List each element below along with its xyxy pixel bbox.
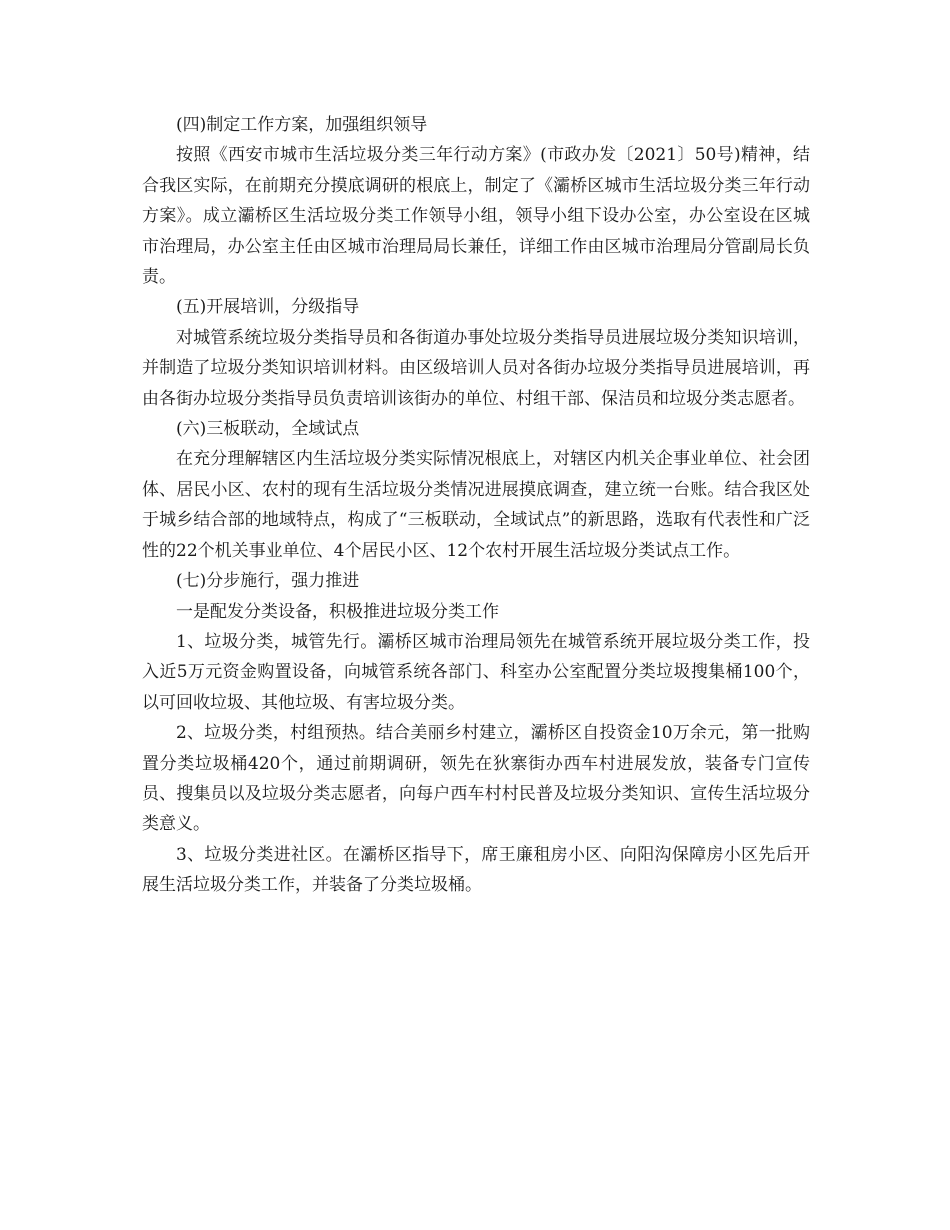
section-heading-5: (五)开展培训，分级指导 bbox=[176, 297, 360, 318]
paragraph-work-plan: 按照《西安市城市生活垃圾分类三年行动方案》(市政办发〔2021〕50号)精神，结合我区实际，在前期充分摸底调研的根底上，制定了《灞桥区城市生活垃圾分类三年行动方案》。成立灞桥区生活垃圾分类工作领导小组，领导小组下设办公室，办公室设在区城市治理局，办公室主任由区城市治理局局长兼任，详细工作由区城市治理局分管副局长负责。 bbox=[142, 145, 810, 288]
section-heading-7: (七)分步施行，强力推进 bbox=[176, 571, 360, 592]
paragraph-training: 对城管系统垃圾分类指导员和各街道办事处垃圾分类指导员进展垃圾分类知识培训，并制造了垃圾分类知识培训材料。由区级培训人员对各街办垃圾分类指导员进展培训，再由各街办垃圾分类指导员负责培训该街办的单位、村组干部、保洁员和垃圾分类志愿者。 bbox=[142, 327, 810, 409]
subheading-equipment: 一是配发分类设备，积极推进垃圾分类工作 bbox=[176, 601, 499, 622]
paragraph-pilot: 在充分理解辖区内生活垃圾分类实际情况根底上，对辖区内机关企事业单位、社会团体、居民小区、农村的现有生活垃圾分类情况进展摸底调查，建立统一台账。结合我区处于城乡结合部的地域特点，构成了“三板联动，全域试点”的新思路，选取有代表性和广泛性的22个机关事业单位、4个居民小区、12个农村开展生活垃圾分类试点工作。 bbox=[142, 449, 810, 561]
section-heading-4: (四)制定工作方案，加强组织领导 bbox=[176, 115, 428, 135]
list-item-2: 2、垃圾分类，村组预热。结合美丽乡村建立，灞桥区自投资金10万余元，第一批购置分类垃圾桶420个，通过前期调研，领先在狄寨街办西车村进展发放，装备专门宣传员、搜集员以及垃圾分类志愿者，向每户西车村村民普及垃圾分类知识、宣传生活垃圾分类意义。 bbox=[142, 723, 810, 835]
list-item-3: 3、垃圾分类进社区。在灞桥区指导下，席王廉租房小区、向阳沟保障房小区先后开展生活垃圾分类工作，并装备了分类垃圾桶。 bbox=[142, 844, 810, 896]
document-body bbox=[142, 110, 810, 901]
section-heading-6: (六)三板联动，全域试点 bbox=[176, 419, 360, 440]
list-item-1: 1、垃圾分类，城管先行。灞桥区城市治理局领先在城管系统开展垃圾分类工作，投入近5万元资金购置设备，向城管系统各部门、科室办公室配置分类垃圾搜集桶100个，以可回收垃圾、其他垃圾、有害垃圾分类。 bbox=[142, 631, 810, 713]
